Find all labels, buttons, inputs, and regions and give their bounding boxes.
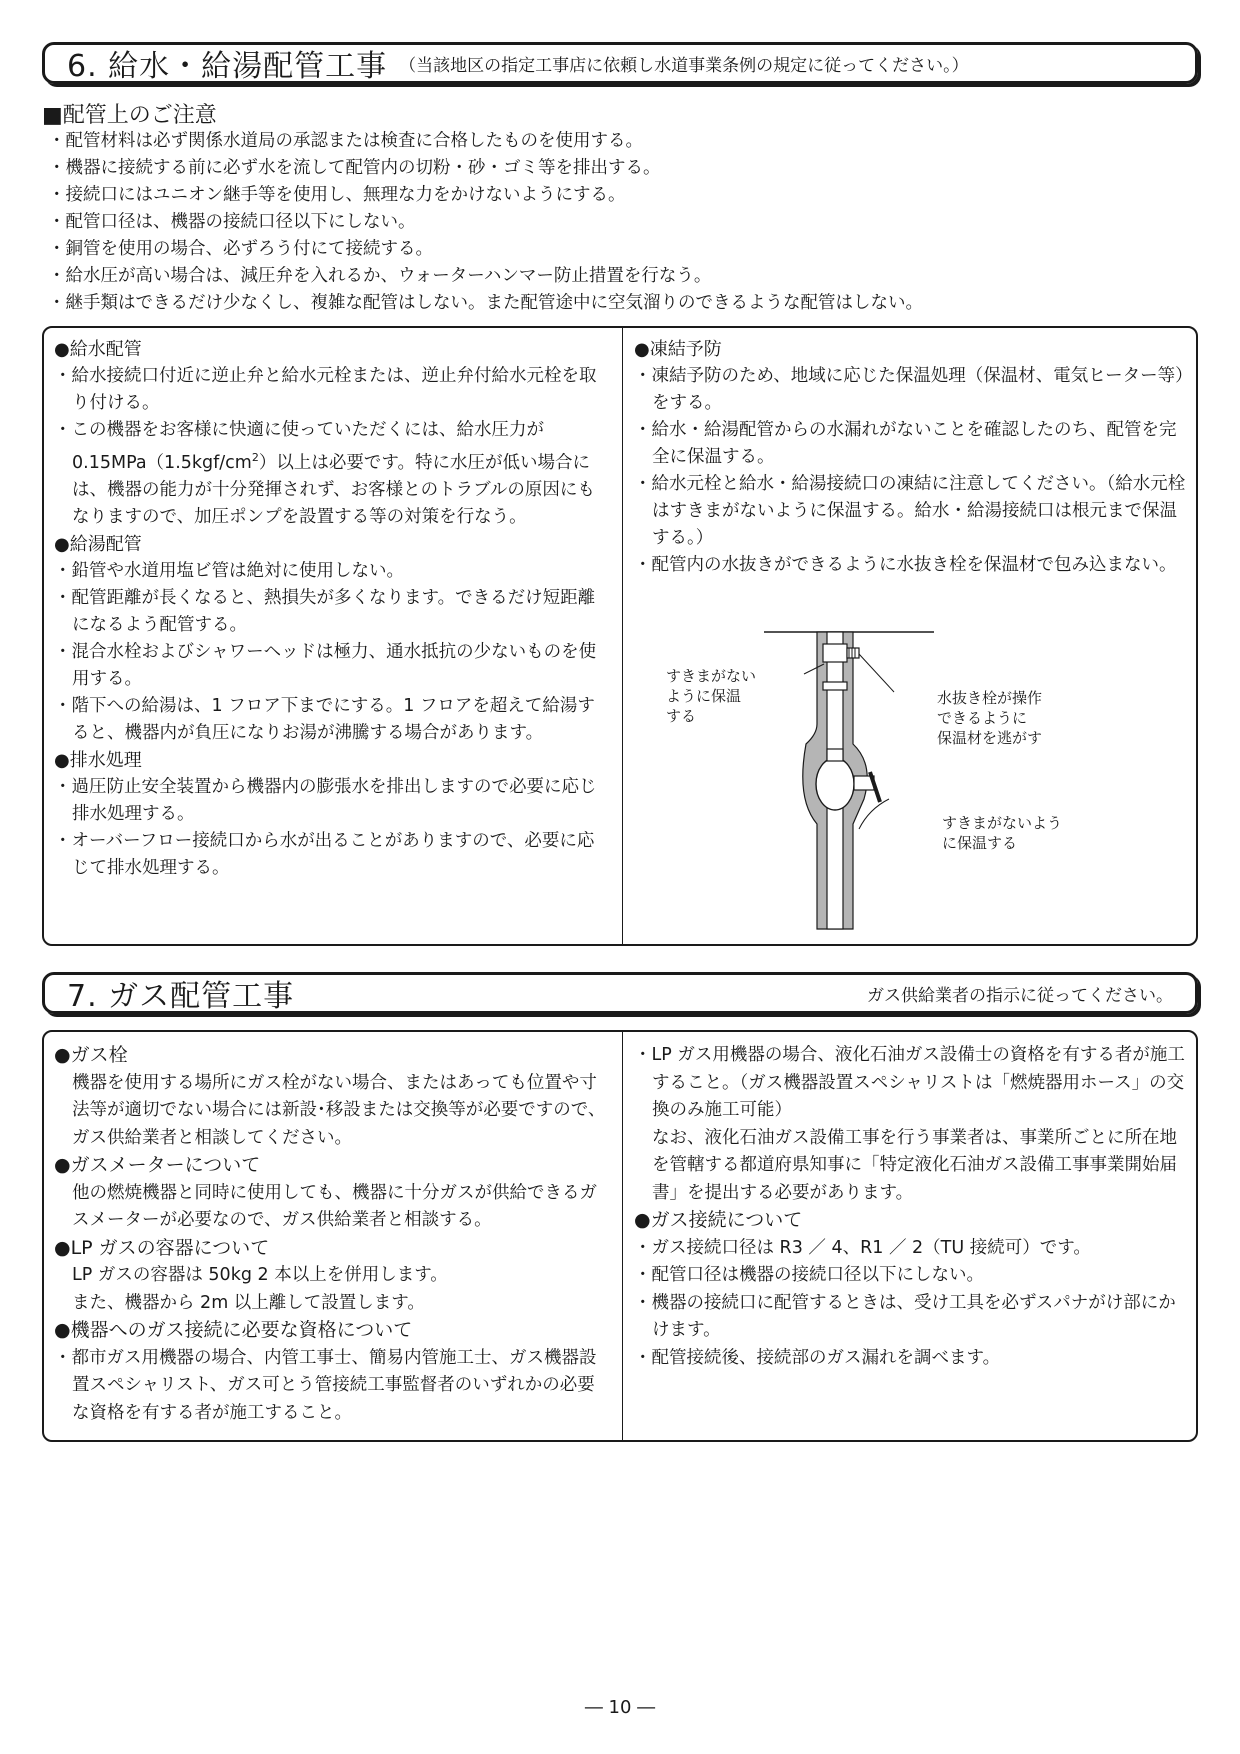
water-supply-item	[54, 417, 610, 531]
water-supply-text: ・この機器をお客様に快適に使っていただくには、給水圧力が 0.15MPa（1.5kgf/cm	[54, 420, 544, 473]
gas-piping-box	[42, 1030, 1198, 1442]
diagram-label-line: 水抜き栓が操作	[937, 689, 1043, 707]
water-supply-item: ・給水接続口付近に逆止弁と給水元栓または、逆止弁付給水元栓を取り付ける。	[54, 366, 597, 413]
freeze-item: ・配管内の水抜きができるように水抜き栓を保温材で包み込まない。	[634, 555, 1177, 575]
diagram-label-line: する	[666, 707, 697, 725]
hot-water-item: ・鉛管や水道用塩ビ管は絶対に使用しない。	[54, 560, 404, 581]
note-item: ・配管口径は、機器の接続口径以下にしない。	[48, 212, 416, 232]
note-item: ・配管材料は必ず関係水道局の承認または検査に合格したものを使用する。	[48, 131, 643, 151]
piping-notes-heading: ■配管上のご注意	[42, 103, 217, 128]
gas-connection-item: ・機器の接続口に配管するときは、受け工具を必ずスパナがけ部にかけます。	[634, 1292, 1176, 1340]
section-6-subtitle: （当該地区の指定工事店に依頼し水道事業条例の規定に従ってください。）	[399, 55, 969, 76]
column-divider	[622, 1032, 623, 1440]
drain-item: ・オーバーフロー接続口から水が出ることがありますので、必要に応じて排水処理する。	[54, 830, 595, 878]
hot-water-heading: ●給湯配管	[54, 533, 142, 555]
diagram-label-gap-bottom	[942, 813, 1062, 853]
piping-notes-list	[48, 128, 1198, 317]
note-item: ・銅管を使用の場合、必ずろう付にて接続する。	[48, 239, 433, 259]
water-right-column	[634, 336, 1190, 579]
gas-meter-text: 他の燃焼機器と同時に使用しても、機器に十分ガスが供給できるガスメーターが必要なので、ガス供給業者と相談する。	[72, 1182, 597, 1230]
note-item: ・接続口にはユニオン継手等を使用し、無理な力をかけないようにする。	[48, 185, 626, 205]
section-6-title: 6. 給水・給湯配管工事	[67, 49, 388, 84]
lp-container-heading: ●LP ガスの容器について	[54, 1236, 270, 1259]
drain-heading: ●排水処理	[54, 749, 142, 771]
insulation-diagram	[744, 624, 954, 932]
hot-water-item: ・階下への給湯は、1 フロア下までにする。1 フロアを超えて給湯すると、機器内が負圧になりお湯が沸騰する場合があります。	[54, 695, 595, 743]
diagram-label-line: ように保温	[666, 687, 742, 705]
hot-water-item: ・混合水栓およびシャワーヘッドは極力、通水抵抗の少ないものを使用する。	[54, 641, 597, 689]
freeze-item: ・給水・給湯配管からの水漏れがないことを確認したのち、配管を完全に保温する。	[634, 420, 1177, 467]
section-7-header	[42, 972, 1198, 1014]
gas-meter-heading: ●ガスメーターについて	[54, 1154, 261, 1176]
freeze-item: ・凍結予防のため、地域に応じた保温処理（保温材、電気ヒーター等）をする。	[634, 366, 1184, 413]
lp-container-text: また、機器から 2m 以上離して設置します。	[72, 1292, 425, 1313]
gas-connection-item: ・配管口径は機器の接続口径以下にしない。	[634, 1265, 984, 1285]
gas-right-column	[634, 1042, 1190, 1372]
gas-cock-heading: ●ガス栓	[54, 1044, 128, 1066]
gas-left-column	[54, 1042, 610, 1427]
gas-cock-text: 機器を使用する場所にガス栓がない場合、またはあっても位置や寸法等が適切でない場合には新設･移設または交換等が必要ですので、ガス供給業者と相談してください。	[72, 1072, 606, 1148]
hot-water-item: ・配管距離が長くなると、熱損失が多くなります。できるだけ短距離になるよう配管する。	[54, 587, 596, 635]
diagram-label-line: すきまがないよう	[942, 814, 1063, 832]
note-item: ・給水圧が高い場合は、減圧弁を入れるか、ウォーターハンマー防止措置を行なう。	[48, 266, 712, 286]
gas-connection-heading: ●ガス接続について	[634, 1209, 803, 1231]
qualification-item: ・都市ガス用機器の場合、内管工事士、簡易内管施工士、ガス機器設置スペシャリスト、ガス可とう管接続工事監督者のいずれかの必要な資格を有する者が施工すること。	[54, 1347, 597, 1423]
section-6-header	[42, 42, 1198, 84]
water-supply-heading: ●給水配管	[54, 339, 142, 360]
diagram-label-drain-cock	[937, 688, 1042, 748]
note-item: ・機器に接続する前に必ず水を流して配管内の切粉・砂・ゴミ等を排出する。	[48, 158, 661, 178]
freeze-item: ・給水元栓と給水・給湯接続口の凍結に注意してください。（給水元栓はすきまがないように保温する。給水・給湯接続口は根元まで保温する。）	[634, 474, 1186, 548]
note-item: ・継手類はできるだけ少なくし、複雑な配管はしない。また配管途中に空気溜りのできるような配管はしない。	[48, 293, 923, 313]
diagram-label-line: 保温材を逃がす	[937, 729, 1043, 747]
diagram-label-line: に保温する	[942, 834, 1018, 852]
lp-qualification-item: ・LP ガス用機器の場合、液化石油ガス設備士の資格を有する者が施工すること。（ガス機器設置スペシャリストは「燃焼器用ホース」の交換のみ施工可能）	[634, 1045, 1185, 1120]
diagram-label-line: すきまがない	[666, 667, 757, 685]
qualification-heading: ●機器へのガス接続に必要な資格について	[54, 1319, 413, 1341]
diagram-label-gap	[666, 666, 756, 726]
diagram-label-line: できるように	[937, 709, 1028, 727]
superscript: 2	[251, 451, 259, 464]
lp-qualification-note: なお、液化石油ガス設備工事を行う事業者は、事業所ごとに所在地を管轄する都道府県知事に「特定液化石油ガス設備工事事業開始届書」を提出する必要があります。	[652, 1127, 1177, 1203]
freeze-heading: ●凍結予防	[634, 339, 722, 360]
water-supply-text: ）以上は必要です。特に水圧が低い場合には、機器の能力が十分発揮されず、お客様とのトラブルの原因にもなりますので、加圧ポンプを設置する等の対策を行なう。	[72, 452, 595, 527]
section-7-note: ガス供給業者の指示に従ってください。	[867, 985, 1173, 1006]
water-left-column	[54, 336, 610, 882]
water-piping-box	[42, 326, 1198, 946]
gas-connection-item: ・配管接続後、接続部のガス漏れを調べます。	[634, 1347, 1001, 1368]
page-number: ― 10 ―	[584, 1697, 656, 1718]
lp-container-text: LP ガスの容器は 50kg 2 本以上を併用します。	[72, 1265, 448, 1285]
section-7-title: 7. ガス配管工事	[67, 979, 295, 1014]
gas-connection-item: ・ガス接続口径は R3 ／ 4、R1 ／ 2（TU 接続可）です。	[634, 1237, 1091, 1258]
drain-item: ・過圧防止安全装置から機器内の膨張水を排出しますので必要に応じ排水処理する。	[54, 776, 597, 824]
column-divider	[622, 328, 623, 944]
